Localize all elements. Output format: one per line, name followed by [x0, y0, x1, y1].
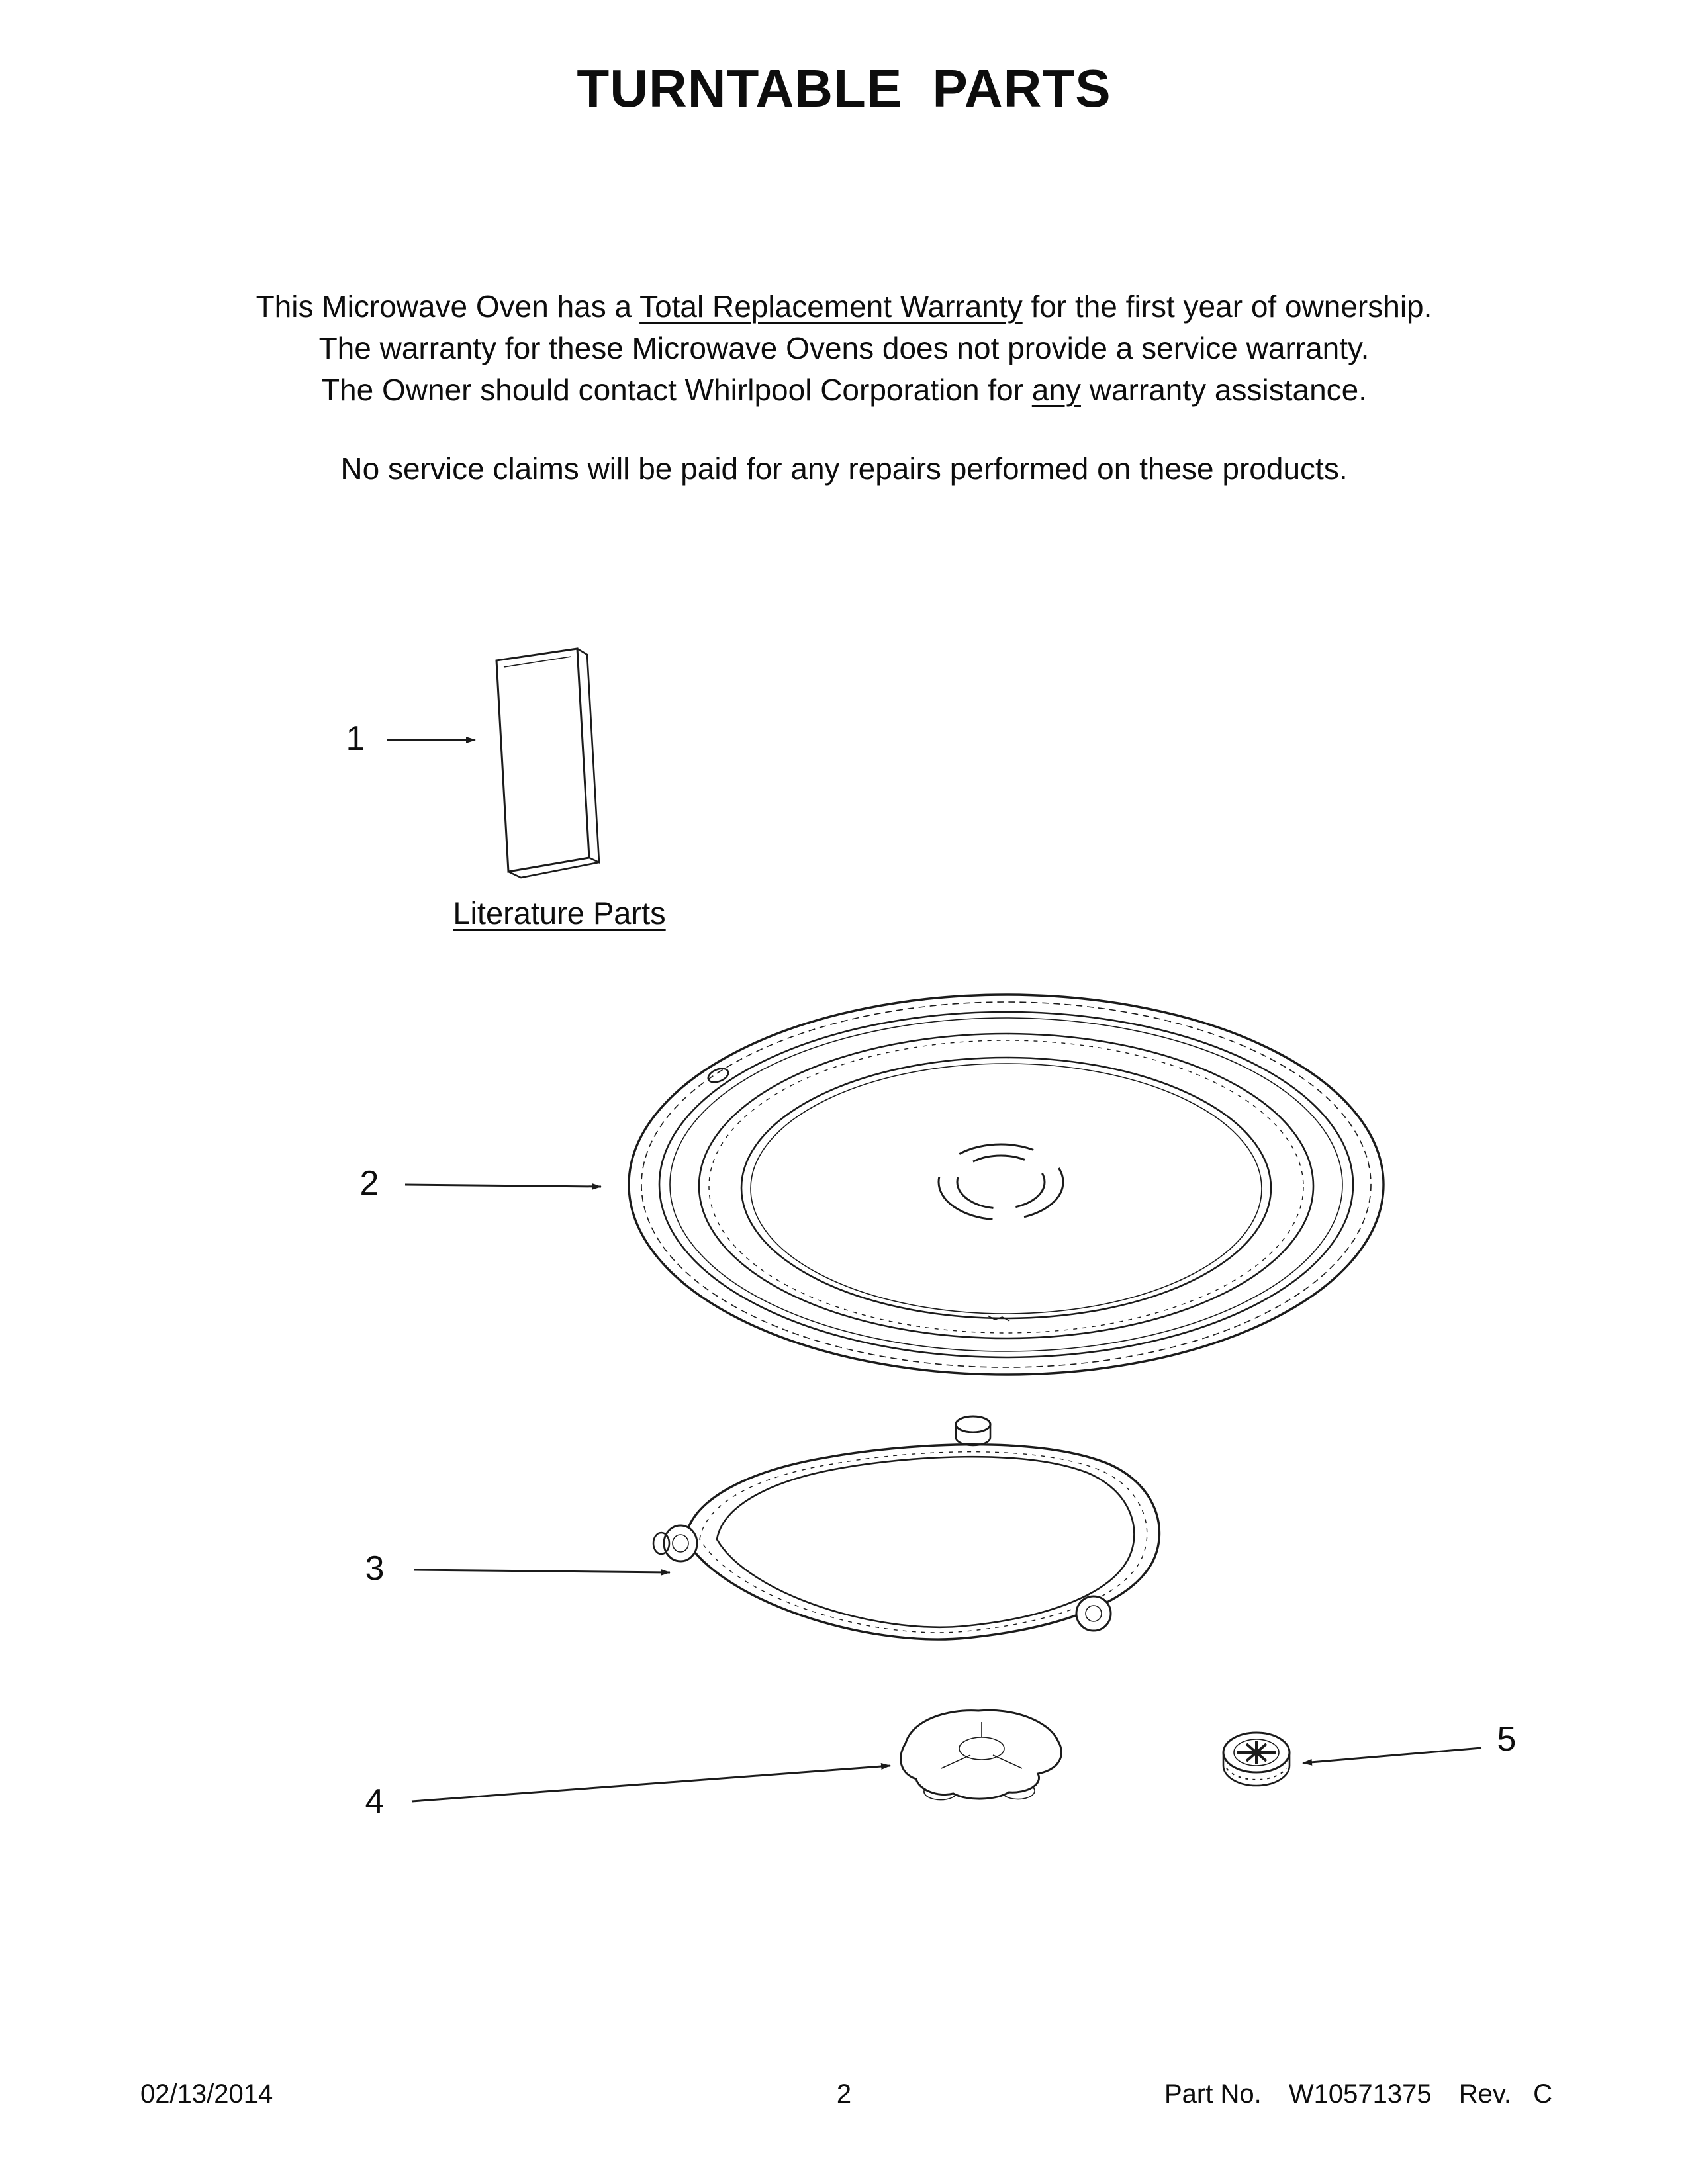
warranty-line-3-underlined: any — [1031, 373, 1081, 407]
callout-number-2: 2 — [359, 1164, 379, 1203]
footer-page-number: 2 — [836, 2079, 852, 2109]
warranty-line-4: No service claims will be paid for any repairs performed on these products. — [340, 451, 1348, 486]
turntable-tray-drawing — [629, 995, 1383, 1375]
warranty-line-3-post: warranty assistance. — [1080, 373, 1368, 407]
callout-arrow-2 — [405, 1185, 601, 1187]
page-title: TURNTABLE PARTS — [577, 59, 1111, 118]
footer-rev-value: C — [1533, 2079, 1552, 2109]
callout-number-1: 1 — [346, 719, 365, 758]
literature-parts-label: Literature Parts — [453, 895, 666, 931]
literature-booklet-drawing — [496, 649, 599, 878]
callout-arrow-4 — [412, 1766, 890, 1801]
footer-date: 02/13/2014 — [140, 2079, 273, 2109]
footer-part-number: W10571375 — [1288, 2079, 1432, 2109]
footer-rev-label: Rev. — [1458, 2079, 1511, 2109]
callout-number-5: 5 — [1497, 1720, 1517, 1758]
warranty-line-1-post: for the first year of ownership. — [1022, 289, 1432, 324]
callout-number-4: 4 — [365, 1782, 385, 1821]
warranty-line-2: The warranty for these Microwave Ovens does not provide a service warranty. — [318, 331, 1370, 365]
warranty-line-1-pre: This Microwave Oven has a — [256, 289, 640, 324]
hub-coupler-drawing — [901, 1710, 1062, 1799]
callout-number-3: 3 — [365, 1549, 385, 1588]
callout-arrow-3 — [414, 1570, 670, 1572]
motor-coupling-drawing — [1223, 1733, 1289, 1786]
warranty-line-3-pre: The Owner should contact Whirlpool Corporation for — [320, 373, 1032, 407]
footer-part-no-label: Part No. — [1164, 2079, 1262, 2109]
footer-part-info — [1164, 2079, 1552, 2109]
warranty-line-1-underlined: Total Replacement Warranty — [639, 289, 1023, 324]
callout-arrow-5 — [1303, 1748, 1481, 1763]
roller-ring-drawing — [653, 1416, 1160, 1639]
